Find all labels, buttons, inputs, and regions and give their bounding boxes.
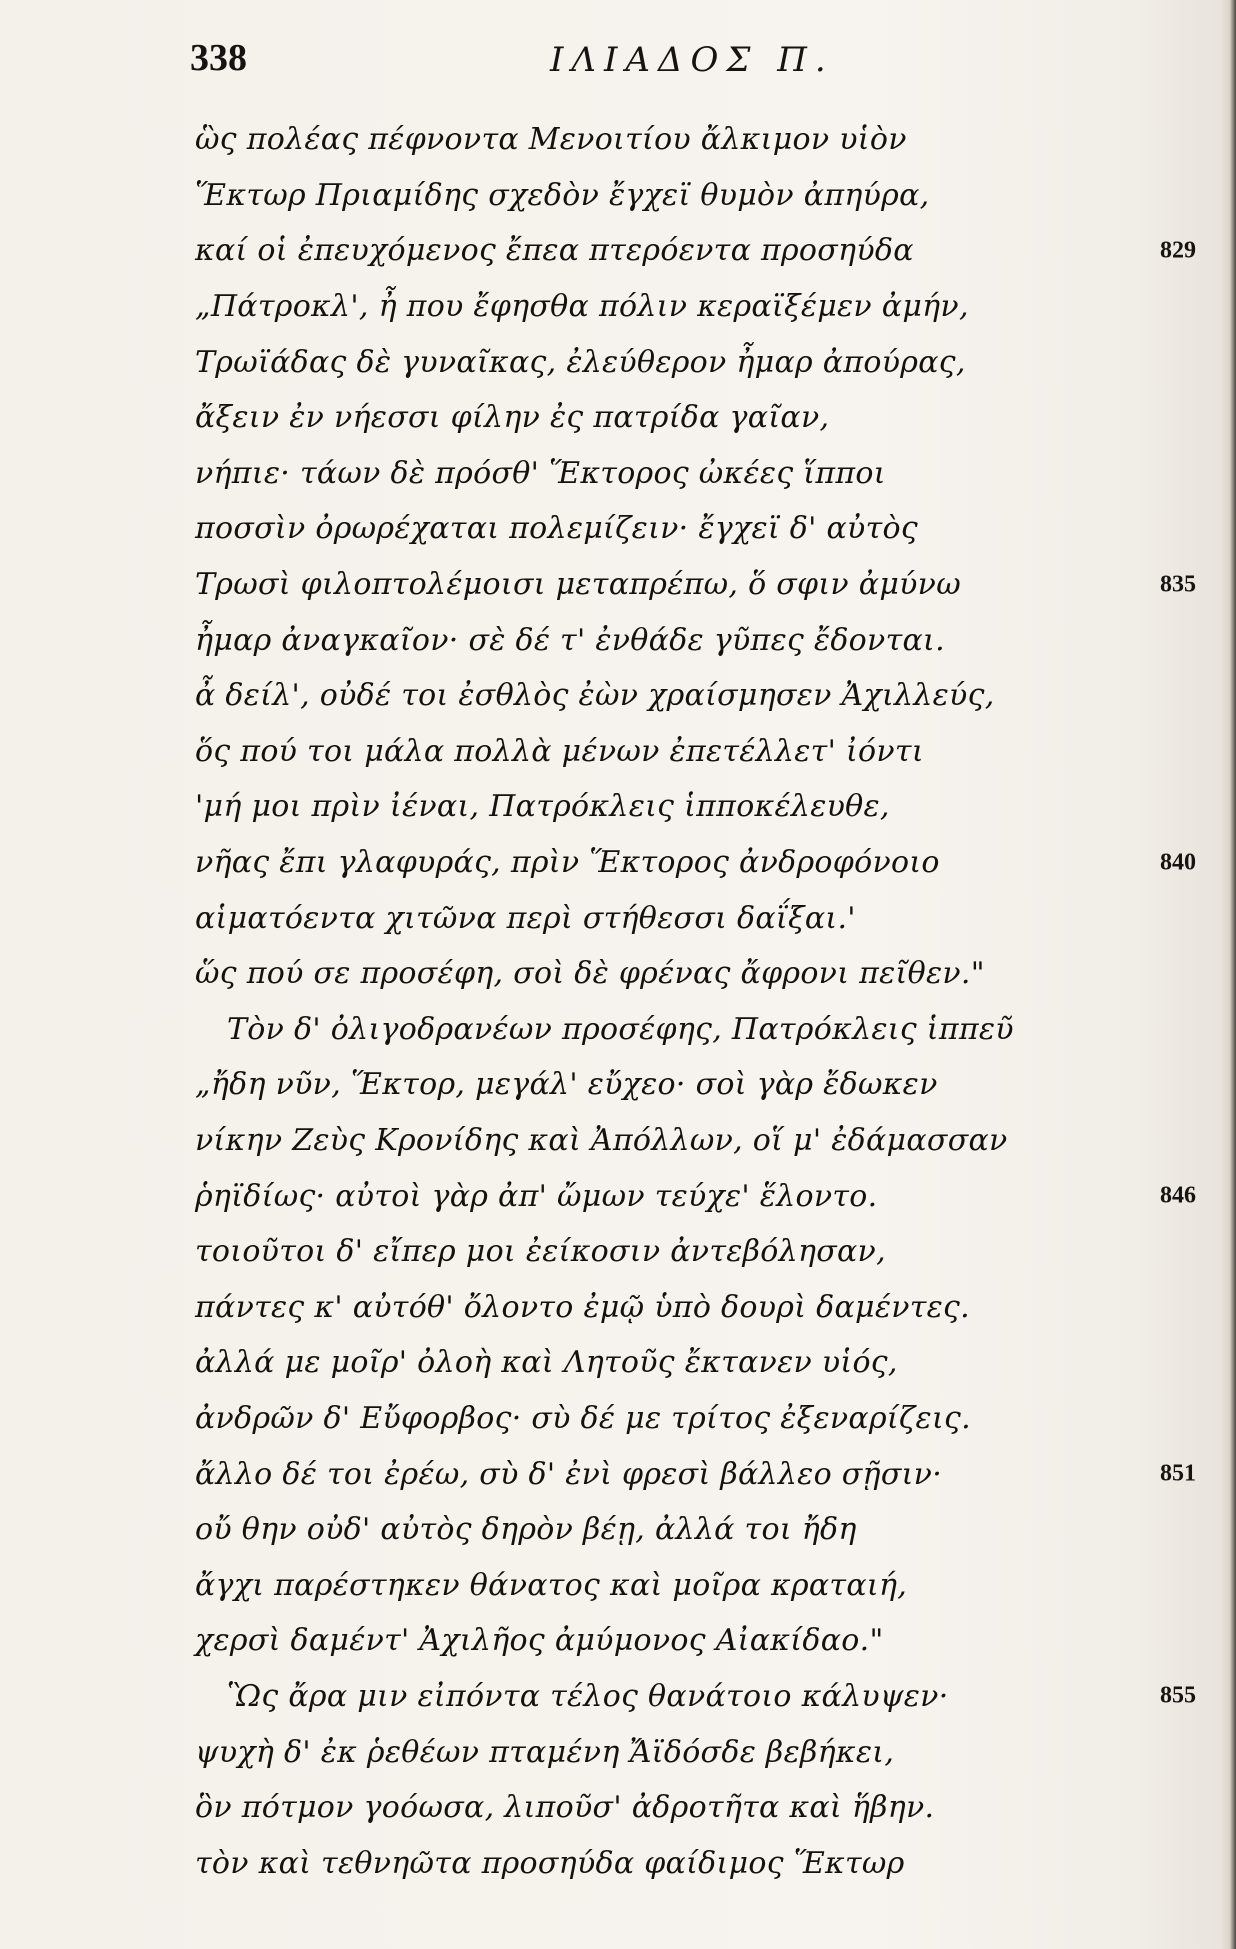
verse-text: νήπιε· τάων δὲ πρόσθ' Ἕκτορος ὠκέες ἵπποι bbox=[195, 455, 886, 491]
verse-line bbox=[195, 612, 1215, 668]
verse-line bbox=[195, 835, 1215, 891]
line-number: 840 bbox=[1160, 849, 1196, 876]
verse-line bbox=[195, 1279, 1215, 1335]
verse-line bbox=[195, 1446, 1215, 1502]
page-edge bbox=[1222, 0, 1236, 1949]
verse-text: χερσὶ δαμέντ' Ἀχιλῆος ἀμύμονος Αἰακίδαο." bbox=[195, 1623, 884, 1659]
verse-text: καί οἱ ἐπευχόμενος ἔπεα πτερόεντα προσηύδα bbox=[195, 233, 914, 269]
verse-text: τοιοῦτοι δ' εἴπερ μοι ἐείκοσιν ἀντεβόλησαν, bbox=[195, 1234, 886, 1270]
verse-text: ἀλλά με μοῖρ' ὀλοὴ καὶ Λητοῦς ἔκτανεν υἱός, bbox=[195, 1345, 898, 1381]
verse-text: Τρωσὶ φιλοπτολέμοισι μεταπρέπω, ὅ σφιν ἀμύνω bbox=[195, 567, 961, 603]
verse-line bbox=[195, 890, 1215, 946]
verse-line bbox=[195, 1057, 1215, 1113]
verse-text: „ἤδη νῦν, Ἕκτορ, μεγάλ' εὔχεο· σοὶ γὰρ ἔδωκεν bbox=[195, 1067, 938, 1103]
verse-line bbox=[195, 1780, 1215, 1836]
verse-text: ὣς πολέας πέφνοντα Μενοιτίου ἄλκιμον υἱὸν bbox=[195, 122, 907, 158]
verse-line bbox=[195, 168, 1215, 224]
verse-line bbox=[195, 390, 1215, 446]
verse-text: Τὸν δ' ὀλιγοδρανέων προσέφης, Πατρόκλεις ἱππεῦ bbox=[227, 1011, 1014, 1047]
verse-text: ἆ δείλ', οὐδέ τοι ἐσθλὸς ἐὼν χραίσμησεν Ἀχιλλεύς, bbox=[195, 678, 995, 714]
verse-line bbox=[195, 779, 1215, 835]
verse-block bbox=[195, 112, 1215, 1891]
verse-text: πάντες κ' αὐτόθ' ὄλοντο ἐμῷ ὑπὸ δουρὶ δαμέντες. bbox=[195, 1289, 970, 1325]
verse-text: οὔ θην οὐδ' αὐτὸς δηρὸν βέῃ, ἀλλά τοι ἤδη bbox=[195, 1512, 857, 1548]
verse-text: „Πάτροκλ', ἦ που ἔφησθα πόλιν κεραϊξέμεν ἀμήν, bbox=[195, 289, 969, 325]
verse-text: ἄγχι παρέστηκεν θάνατος καὶ μοῖρα κραταιή, bbox=[195, 1567, 908, 1603]
verse-line bbox=[195, 1002, 1215, 1058]
line-number: 851 bbox=[1160, 1460, 1196, 1487]
verse-text: ἄξειν ἐν νήεσσι φίλην ἐς πατρίδα γαῖαν, bbox=[195, 400, 830, 436]
verse-line bbox=[195, 946, 1215, 1002]
verse-line bbox=[195, 724, 1215, 780]
verse-text: Ἕκτωρ Πριαμίδης σχεδὸν ἔγχεϊ θυμὸν ἀπηύρα, bbox=[195, 177, 930, 213]
verse-line bbox=[195, 446, 1215, 502]
verse-line bbox=[195, 1835, 1215, 1891]
verse-text: ἀνδρῶν δ' Εὔφορβος· σὺ δέ με τρίτος ἐξεναρίζεις. bbox=[195, 1400, 971, 1436]
verse-line bbox=[195, 1669, 1215, 1725]
page-number: 338 bbox=[190, 37, 247, 79]
verse-text: νῆας ἔπι γλαφυράς, πρὶν Ἕκτορος ἀνδροφόνοιο bbox=[195, 845, 940, 881]
verse-line bbox=[195, 223, 1215, 279]
verse-line bbox=[195, 112, 1215, 168]
running-head bbox=[190, 36, 1010, 96]
verse-line bbox=[195, 1557, 1215, 1613]
verse-line bbox=[195, 1168, 1215, 1224]
verse-line bbox=[195, 1335, 1215, 1391]
line-number: 835 bbox=[1160, 571, 1196, 598]
verse-text: Ὣς ἄρα μιν εἰπόντα τέλος θανάτοιο κάλυψεν· bbox=[227, 1678, 949, 1714]
verse-text: τὸν καὶ τεθνηῶτα προσηύδα φαίδιμος Ἕκτωρ bbox=[195, 1845, 905, 1881]
verse-text: ὃν πότμον γοόωσα, λιποῦσ' ἀδροτῆτα καὶ ἥβην. bbox=[195, 1790, 935, 1826]
verse-text: αἱματόεντα χιτῶνα περὶ στήθεσσι δαΐξαι.' bbox=[195, 900, 856, 936]
verse-line bbox=[195, 279, 1215, 335]
verse-line bbox=[195, 668, 1215, 724]
verse-text: ὅς πού τοι μάλα πολλὰ μένων ἐπετέλλετ' ἰόντι bbox=[195, 733, 924, 769]
verse-text: ψυχὴ δ' ἐκ ῥεθέων πταμένη Ἄϊδόσδε βεβήκει, bbox=[195, 1734, 895, 1770]
verse-text: ἦμαρ ἀναγκαῖον· σὲ δέ τ' ἐνθάδε γῦπες ἔδονται. bbox=[195, 622, 945, 658]
verse-line bbox=[195, 501, 1215, 557]
verse-line bbox=[195, 557, 1215, 613]
line-number: 846 bbox=[1160, 1182, 1196, 1209]
verse-text: ῥηϊδίως· αὐτοὶ γὰρ ἀπ' ὤμων τεύχε' ἕλοντο. bbox=[195, 1178, 878, 1214]
book-title: ΙΛΙΑΔΟΣ Π. bbox=[550, 40, 834, 80]
verse-text: νίκην Ζεὺς Κρονίδης καὶ Ἀπόλλων, οἵ μ' ἐδάμασσαν bbox=[195, 1122, 1008, 1158]
verse-line bbox=[195, 1502, 1215, 1558]
verse-line bbox=[195, 1391, 1215, 1447]
verse-line bbox=[195, 1724, 1215, 1780]
verse-text: Τρωϊάδας δὲ γυναῖκας, ἐλεύθερον ἦμαρ ἀπούρας, bbox=[195, 344, 966, 380]
verse-text: 'μή μοι πρὶν ἰέναι, Πατρόκλεις ἱπποκέλευθε, bbox=[195, 789, 890, 825]
verse-line bbox=[195, 1613, 1215, 1669]
verse-text: ποσσὶν ὀρωρέχαται πολεμίζειν· ἔγχεϊ δ' αὐτὸς bbox=[195, 511, 918, 547]
verse-line bbox=[195, 1113, 1215, 1169]
line-number: 829 bbox=[1160, 237, 1196, 264]
verse-text: ὥς πού σε προσέφη, σοὶ δὲ φρένας ἄφρονι πεῖθεν." bbox=[195, 956, 985, 992]
line-number: 855 bbox=[1160, 1682, 1196, 1709]
verse-text: ἄλλο δέ τοι ἐρέω, σὺ δ' ἐνὶ φρεσὶ βάλλεο σῇσιν· bbox=[195, 1456, 943, 1492]
verse-line bbox=[195, 334, 1215, 390]
verse-line bbox=[195, 1224, 1215, 1280]
